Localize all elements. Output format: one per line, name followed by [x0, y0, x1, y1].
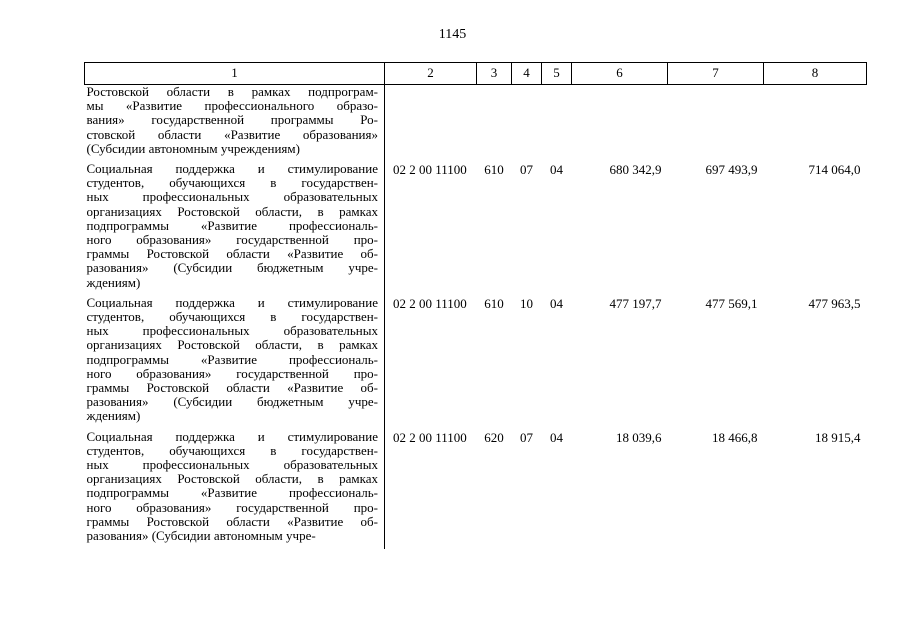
description-line: ждениям): [86, 274, 141, 290]
row-value-col8: 714 064,0: [808, 162, 861, 178]
row-description: [85, 85, 385, 163]
row-subsection: [542, 85, 572, 163]
description-line: граммы Ростовской области «Развитие об-: [86, 513, 378, 529]
row-section: 10: [520, 295, 533, 311]
row-subsection: 04: [550, 429, 563, 445]
description-line: разования» (Субсидии бюджетным учре-: [86, 394, 378, 410]
row-expense-type: 610: [484, 295, 504, 311]
description-line: Социальная поддержка и стимулирование: [86, 428, 378, 444]
column-header: 1: [85, 63, 385, 85]
description-line: ных профессиональных образовательных: [86, 189, 378, 205]
column-header: 4: [512, 63, 542, 85]
row-section: [512, 85, 542, 163]
page-number: 1145: [438, 27, 467, 42]
description-line: ных профессиональных образовательных: [86, 323, 378, 339]
row-subsection: 04: [550, 162, 563, 178]
description-line: ждениям): [86, 408, 141, 424]
row-description: [85, 296, 385, 430]
description-line: вания» государственной программы Ро-: [86, 112, 378, 128]
description-line: студентов, обучающихся в государствен-: [86, 442, 378, 458]
description-line: граммы Ростовской области «Развитие об-: [86, 380, 378, 396]
row-expense-type: 620: [484, 429, 504, 445]
description-line: Социальная поддержка и стимулирование: [86, 294, 378, 310]
description-line: организациях Ростовской области, в рамках: [86, 471, 378, 487]
row-value-col7: 697 493,9: [705, 162, 758, 178]
description-line: ного образования» государственной про-: [86, 365, 378, 381]
row-code: 02 2 00 11100: [385, 430, 477, 550]
description-line: Ростовской области в рамках подпрограм-: [86, 84, 378, 99]
row-value-col7: 18 466,8: [712, 429, 758, 445]
column-header: 3: [477, 63, 512, 85]
description-line: мы «Развитие профессионального образо-: [86, 98, 378, 114]
row-code: [385, 85, 477, 163]
description-line: Социальная поддержка и стимулирование: [86, 161, 378, 177]
description-line: ного образования» государственной про-: [86, 232, 378, 248]
row-expense-type: [477, 85, 512, 163]
row-description: [85, 162, 385, 296]
row-section: 07: [520, 162, 533, 178]
row-value-col6: 18 039,6: [616, 429, 662, 445]
description-line: организациях Ростовской области, в рамках: [86, 203, 378, 219]
column-header: 2: [385, 63, 477, 85]
row-description: [85, 430, 385, 550]
column-header: 6: [572, 63, 668, 85]
budget-table: [84, 62, 867, 549]
row-expense-type: 610: [484, 162, 504, 178]
column-header: 7: [668, 63, 764, 85]
row-value-col8: 477 963,5: [808, 295, 861, 311]
row-value-col6: 477 197,7: [609, 295, 662, 311]
row-value-col7: [668, 85, 764, 163]
description-line: ного образования» государственной про-: [86, 499, 378, 515]
table-header-row: [85, 63, 867, 85]
table-body: [85, 85, 867, 550]
row-code: 02 2 00 11100: [385, 162, 477, 296]
description-line: разования» (Субсидии автономным учре-: [86, 528, 316, 544]
table-row: [85, 162, 867, 296]
row-subsection: 04: [550, 295, 563, 311]
description-line: ных профессиональных образовательных: [86, 457, 378, 473]
row-value-col6: [572, 85, 668, 163]
description-line: студентов, обучающихся в государствен-: [86, 175, 378, 191]
row-value-col7: 477 569,1: [705, 295, 758, 311]
column-header: 5: [542, 63, 572, 85]
table-row: [85, 430, 867, 550]
description-line: студентов, обучающихся в государствен-: [86, 309, 378, 325]
table-row: [85, 296, 867, 430]
description-line: организациях Ростовской области, в рамках: [86, 337, 378, 353]
column-header: 8: [764, 63, 867, 85]
row-section: 07: [520, 429, 533, 445]
row-value-col8: 18 915,4: [815, 429, 861, 445]
description-line: (Субсидии автономным учреждениям): [86, 140, 300, 156]
row-value-col6: 680 342,9: [609, 162, 662, 178]
description-line: подпрограммы «Развитие профессиональ-: [86, 351, 378, 367]
table-row: [85, 85, 867, 163]
description-line: стовской области «Развитие образования»: [86, 126, 378, 142]
description-line: разования» (Субсидии бюджетным учре-: [86, 260, 378, 276]
row-value-col8: [764, 85, 867, 163]
description-line: подпрограммы «Развитие профессиональ-: [86, 485, 378, 501]
description-line: подпрограммы «Развитие профессиональ-: [86, 217, 378, 233]
row-code: 02 2 00 11100: [385, 296, 477, 430]
description-line: граммы Ростовской области «Развитие об-: [86, 246, 378, 262]
